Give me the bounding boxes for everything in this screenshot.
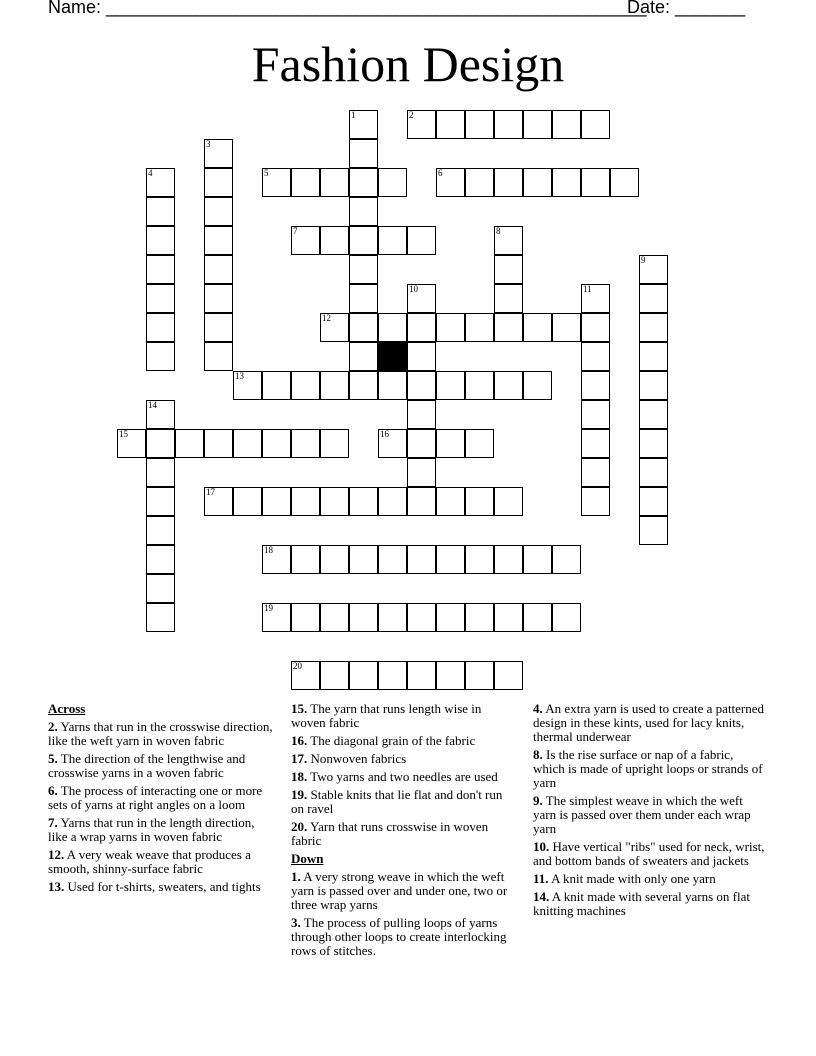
grid-cell[interactable] (494, 226, 523, 255)
clue-number: 8 (496, 226, 501, 236)
grid-cell[interactable] (523, 168, 552, 197)
grid-cell[interactable] (494, 255, 523, 284)
grid-cell[interactable] (523, 603, 552, 632)
grid-cell[interactable] (407, 371, 436, 400)
grid-cell[interactable] (320, 168, 349, 197)
grid-cell[interactable] (639, 284, 668, 313)
grid-cell[interactable] (552, 110, 581, 139)
grid-cell[interactable] (523, 110, 552, 139)
clue-number: 13 (235, 371, 244, 381)
grid-cell[interactable] (349, 139, 378, 168)
clues-column-1 (48, 702, 273, 898)
grid-cell[interactable] (436, 313, 465, 342)
grid-cell[interactable] (349, 168, 378, 197)
grid-cell[interactable] (291, 661, 320, 690)
grid-cell[interactable] (639, 371, 668, 400)
grid-cell[interactable] (378, 371, 407, 400)
grid-cell[interactable] (349, 255, 378, 284)
grid-cell[interactable] (146, 487, 175, 516)
grid-cell[interactable] (204, 284, 233, 313)
grid-cell[interactable] (523, 545, 552, 574)
grid-cell[interactable] (349, 342, 378, 371)
grid-cell[interactable] (320, 487, 349, 516)
grid-cell[interactable] (639, 313, 668, 342)
grid-cell[interactable] (465, 661, 494, 690)
grid-cell[interactable] (581, 110, 610, 139)
grid-cell[interactable] (204, 487, 233, 516)
grid-cell[interactable] (407, 487, 436, 516)
grid-cell[interactable] (204, 342, 233, 371)
grid-cell[interactable] (320, 313, 349, 342)
grid-cell[interactable] (581, 313, 610, 342)
grid-cell[interactable] (204, 197, 233, 226)
grid-cell[interactable] (407, 400, 436, 429)
grid-cell[interactable] (494, 661, 523, 690)
grid-cell[interactable] (320, 661, 349, 690)
grid-cell[interactable] (407, 458, 436, 487)
grid-cell[interactable] (146, 168, 175, 197)
grid-cell[interactable] (552, 545, 581, 574)
grid-cell[interactable] (146, 342, 175, 371)
grid-cell[interactable] (465, 603, 494, 632)
clue-number: 10 (409, 284, 418, 294)
grid-cell[interactable] (146, 516, 175, 545)
grid-cell[interactable] (494, 110, 523, 139)
grid-cell[interactable] (146, 400, 175, 429)
grid-cell[interactable] (146, 284, 175, 313)
clue-number: 2 (409, 110, 414, 120)
clue-number: 15 (119, 429, 128, 439)
grid-cell[interactable] (320, 603, 349, 632)
page-title: Fashion Design (251, 36, 565, 92)
grid-cell[interactable] (494, 168, 523, 197)
grid-cell[interactable] (291, 429, 320, 458)
grid-cell[interactable] (349, 545, 378, 574)
grid-cell[interactable] (291, 168, 320, 197)
clue-number: 9 (641, 255, 646, 265)
grid-cell[interactable] (146, 197, 175, 226)
grid-cell[interactable] (378, 661, 407, 690)
grid-cell[interactable] (465, 313, 494, 342)
clue-down-9: 9. The simplest weave in which the weft yarn is passed over them under each wrap yarn (533, 793, 751, 836)
grid-cell[interactable] (233, 487, 262, 516)
grid-cell[interactable] (291, 603, 320, 632)
grid-cell[interactable] (349, 487, 378, 516)
grid-cell[interactable] (407, 284, 436, 313)
grid-cell[interactable] (552, 603, 581, 632)
grid-cell[interactable] (117, 429, 146, 458)
grid-cell[interactable] (436, 371, 465, 400)
grid-cell[interactable] (291, 371, 320, 400)
grid-cell[interactable] (523, 371, 552, 400)
clue-across-19: 19. Stable knits that lie flat and don't run on ravel (291, 787, 503, 816)
grid-cell[interactable] (349, 284, 378, 313)
clue-across-17: 17. Nonwoven fabrics (291, 751, 407, 766)
grid-cell[interactable] (581, 284, 610, 313)
grid-cell[interactable] (407, 226, 436, 255)
grid-cell[interactable] (639, 458, 668, 487)
grid-cell[interactable] (262, 487, 291, 516)
grid-cell[interactable] (262, 429, 291, 458)
clue-down-3: 3. The process of pulling loops of yarns through other loops to create interlocking rows of stitches. (291, 915, 507, 958)
grid-cell[interactable] (465, 487, 494, 516)
grid-cell[interactable] (204, 429, 233, 458)
clue-across-12: 12. A very weak weave that produces a smooth, shinny-surface fabric (48, 847, 251, 876)
clue-number: 6 (438, 168, 443, 178)
clue-number: 7 (293, 226, 298, 236)
grid-cell[interactable] (378, 226, 407, 255)
grid-cell[interactable] (146, 429, 175, 458)
clue-down-1: 1. A very strong weave in which the weft yarn is passed over and under one, two or three wrap yarns (291, 869, 508, 912)
across-heading: Across (48, 701, 86, 716)
grid-cell[interactable] (639, 400, 668, 429)
clue-down-8: 8. Is the rise surface or nap of a fabric, which is made of upright loops or strands of yarn (533, 747, 763, 790)
grid-cell[interactable] (146, 574, 175, 603)
down-heading: Down (291, 851, 324, 866)
grid-cell[interactable] (407, 429, 436, 458)
grid-cell[interactable] (349, 197, 378, 226)
grid-cell[interactable] (291, 487, 320, 516)
grid-cell[interactable] (291, 545, 320, 574)
grid-cell[interactable] (436, 429, 465, 458)
grid-cell[interactable] (146, 226, 175, 255)
grid-cell[interactable] (204, 255, 233, 284)
clue-number: 1 (351, 110, 356, 120)
clue-down-4: 4. An extra yarn is used to create a patterned design in these kints, used for lacy knits, thermal underwear (533, 701, 765, 744)
grid-cell[interactable] (465, 110, 494, 139)
grid-cell[interactable] (407, 661, 436, 690)
clue-across-18: 18. Two yarns and two needles are used (291, 769, 498, 784)
clue-number: 4 (148, 168, 153, 178)
grid-cell[interactable] (146, 458, 175, 487)
clue-across-20: 20. Yarn that runs crosswise in woven fabric (291, 819, 489, 848)
grid-cell[interactable] (436, 661, 465, 690)
grid-cell[interactable] (204, 139, 233, 168)
grid-cell[interactable] (523, 313, 552, 342)
clue-across-7: 7. Yarns that run in the length direction, like a wrap yarns in woven fabric (48, 815, 255, 844)
grid-cell[interactable] (494, 603, 523, 632)
clue-number: 14 (148, 400, 157, 410)
clue-across-2: 2. Yarns that run in the crosswise direction, like the weft yarn in woven fabric (48, 719, 273, 748)
grid-cell[interactable] (639, 342, 668, 371)
clue-across-6: 6. The process of interacting one or more sets of yarns at right angles on a loom (48, 783, 263, 812)
grid-cell[interactable] (233, 371, 262, 400)
grid-cell[interactable] (436, 487, 465, 516)
clue-number: 11 (583, 284, 592, 294)
grid-cell[interactable] (407, 313, 436, 342)
grid-cell[interactable] (407, 110, 436, 139)
grid-cell[interactable] (320, 545, 349, 574)
grid-cell[interactable] (581, 168, 610, 197)
clues-column-3 (533, 702, 768, 922)
grid-cell[interactable] (349, 661, 378, 690)
grid-cell[interactable] (320, 371, 349, 400)
grid-cell[interactable] (581, 400, 610, 429)
grid-cell[interactable] (465, 371, 494, 400)
clue-number: 16 (380, 429, 389, 439)
clue-across-15: 15. The yarn that runs length wise in woven fabric (291, 701, 482, 730)
grid-cell[interactable] (494, 371, 523, 400)
grid-cell[interactable] (233, 429, 262, 458)
clue-down-14: 14. A knit made with several yarns on flat knitting machines (533, 889, 750, 918)
clue-number: 19 (264, 603, 273, 613)
grid-cell[interactable] (378, 429, 407, 458)
grid-cell[interactable] (262, 371, 291, 400)
grid-cell[interactable] (349, 226, 378, 255)
grid-cell[interactable] (581, 429, 610, 458)
clue-down-11: 11. A knit made with only one yarn (533, 871, 716, 886)
grid-cell[interactable] (320, 226, 349, 255)
clue-number: 12 (322, 313, 331, 323)
grid-cell[interactable] (349, 313, 378, 342)
clue-number: 5 (264, 168, 269, 178)
grid-cell[interactable] (262, 545, 291, 574)
grid-cell[interactable] (378, 603, 407, 632)
clues-column-2 (291, 702, 516, 962)
grid-cell[interactable] (436, 545, 465, 574)
grid-cell[interactable] (465, 168, 494, 197)
grid-cell[interactable] (436, 110, 465, 139)
clue-number: 17 (206, 487, 215, 497)
grid-cell[interactable] (639, 429, 668, 458)
grid-cell[interactable] (204, 226, 233, 255)
grid-cell[interactable] (262, 168, 291, 197)
clue-number: 20 (293, 661, 302, 671)
name-field-label: Name: ______________________________________________________ (48, 0, 647, 17)
grid-cell[interactable] (494, 284, 523, 313)
grid-cell[interactable] (639, 516, 668, 545)
grid-cell[interactable] (436, 603, 465, 632)
clue-number: 18 (264, 545, 273, 555)
grid-cell[interactable] (581, 458, 610, 487)
grid-cell[interactable] (349, 110, 378, 139)
grid-cell[interactable] (378, 168, 407, 197)
grid-cell[interactable] (146, 545, 175, 574)
grid-cell[interactable] (349, 603, 378, 632)
grid-cell[interactable] (639, 255, 668, 284)
grid-cell[interactable] (407, 603, 436, 632)
grid-cell[interactable] (552, 313, 581, 342)
grid-cell[interactable] (378, 545, 407, 574)
clue-across-5: 5. The direction of the lengthwise and crosswise yarns in a woven fabric (48, 751, 246, 780)
grid-cell[interactable] (146, 603, 175, 632)
grid-cell[interactable] (378, 487, 407, 516)
grid-cell[interactable] (349, 371, 378, 400)
grid-cell[interactable] (581, 487, 610, 516)
black-grid-square (378, 342, 407, 371)
grid-cell[interactable] (407, 342, 436, 371)
grid-cell[interactable] (407, 545, 436, 574)
clue-number: 3 (206, 139, 211, 149)
grid-cell[interactable] (581, 371, 610, 400)
grid-cell[interactable] (378, 313, 407, 342)
clue-across-13: 13. Used for t-shirts, sweaters, and tights (48, 879, 261, 894)
grid-cell[interactable] (146, 255, 175, 284)
grid-cell[interactable] (581, 342, 610, 371)
grid-cell[interactable] (320, 429, 349, 458)
grid-cell[interactable] (494, 545, 523, 574)
grid-cell[interactable] (494, 487, 523, 516)
grid-cell[interactable] (610, 168, 639, 197)
grid-cell[interactable] (146, 313, 175, 342)
clue-down-10: 10. Have vertical "ribs" used for neck, wrist, and bottom bands of sweaters and jackets (533, 839, 765, 868)
grid-cell[interactable] (465, 429, 494, 458)
date-field-label: Date: _______ (627, 0, 746, 17)
grid-cell[interactable] (639, 487, 668, 516)
grid-cell[interactable] (204, 168, 233, 197)
grid-cell[interactable] (262, 603, 291, 632)
grid-cell[interactable] (436, 168, 465, 197)
grid-cell[interactable] (204, 313, 233, 342)
grid-cell[interactable] (291, 226, 320, 255)
clue-across-16: 16. The diagonal grain of the fabric (291, 733, 476, 748)
grid-cell[interactable] (494, 313, 523, 342)
grid-cell[interactable] (465, 545, 494, 574)
grid-cell[interactable] (552, 168, 581, 197)
grid-cell[interactable] (175, 429, 204, 458)
